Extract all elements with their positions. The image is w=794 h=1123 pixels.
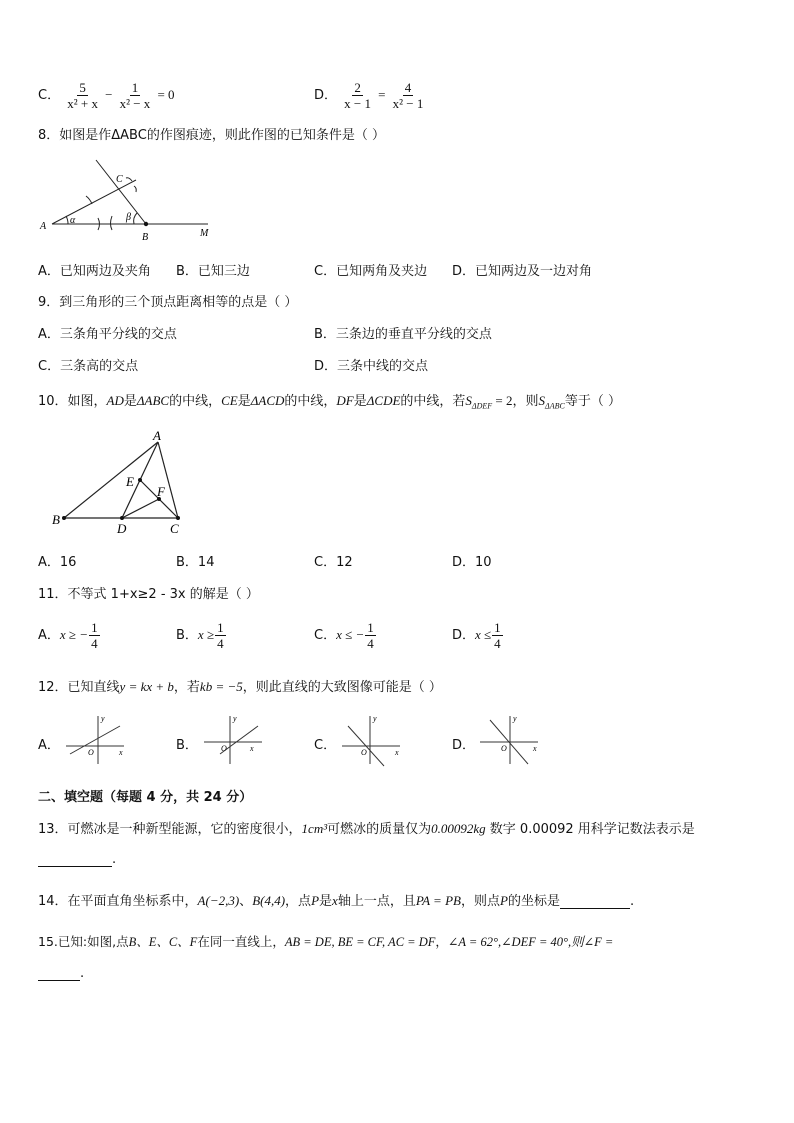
label-f: F: [157, 484, 165, 499]
stem-text: 的中线，若: [400, 394, 466, 409]
angle-beta-arc: [134, 213, 137, 224]
stem-text: ，则点: [460, 894, 500, 909]
fraction: [391, 80, 426, 111]
point-b: [62, 516, 66, 520]
math: S: [538, 393, 546, 408]
minus-sign: −: [105, 87, 113, 102]
fraction: [89, 620, 100, 651]
q9-stem: 9．到三角形的三个顶点距离相等的点是（ ）: [38, 295, 298, 310]
q12-stem: [38, 676, 442, 695]
label-a: A: [153, 428, 161, 443]
side-ac: [52, 180, 136, 224]
origin-label: O: [361, 748, 367, 757]
label-beta: β: [126, 212, 131, 223]
point-d: [120, 516, 124, 520]
q7-option-d: [314, 80, 426, 111]
fraction: [342, 80, 373, 111]
median-df: [122, 499, 159, 518]
stem-text: 的坐标是: [507, 894, 560, 909]
q14-stem: [38, 890, 634, 909]
math: ΔCDE: [366, 393, 401, 408]
q15-answer-line: [38, 966, 84, 981]
side-bc: [96, 160, 146, 224]
answer-blank[interactable]: [38, 966, 80, 981]
line-graph: [70, 726, 120, 754]
q12-graph-d: [478, 712, 542, 768]
q13-answer-line: [38, 852, 116, 867]
stem-text: 是: [319, 894, 333, 909]
math-subscript: ΔABC: [545, 401, 565, 411]
numerator: 1: [91, 620, 98, 635]
stem-text: 15.已知:如图,点: [38, 934, 129, 949]
math: AB = DE, BE = CF, AC = DF: [284, 935, 436, 949]
numerator: 1: [131, 80, 139, 95]
side-ac: [158, 442, 178, 518]
axis-label-y: y: [233, 714, 237, 723]
math: kb = −5: [199, 679, 243, 694]
math: B(4,4): [252, 893, 286, 908]
math: = 2: [492, 393, 513, 408]
q8-option-d: D．已知两边及一边对角: [452, 264, 593, 279]
stem-text: 是: [237, 394, 251, 409]
axis-label-y: y: [373, 714, 377, 723]
point-e: [138, 478, 142, 482]
q10-figure: [50, 428, 190, 538]
math: x ≥: [197, 627, 215, 642]
math: x ≤: [475, 627, 492, 642]
math: P: [311, 893, 320, 908]
fraction: [118, 80, 153, 111]
math: PA = PB: [415, 893, 461, 908]
label-c: C: [116, 174, 123, 185]
stem-text: 可燃冰的质量仅为: [327, 822, 432, 837]
q13-stem: [38, 818, 695, 837]
axis-label-x: x: [533, 744, 537, 753]
math: ,则∠F =: [568, 935, 614, 949]
q8-option-a: A．已知两边及夹角: [38, 264, 151, 279]
stem-text: 的中线，: [284, 394, 337, 409]
math: AD: [106, 393, 124, 408]
arc-mark: [111, 216, 113, 230]
label-d: D: [117, 521, 127, 536]
numerator: 1: [367, 620, 374, 635]
equation-rhs: = 0: [157, 87, 175, 102]
option-label: A．: [38, 628, 60, 643]
math: ∠A = 62°,∠DEF = 40°: [447, 935, 569, 949]
math: CE: [221, 393, 238, 408]
numerator: 1: [494, 620, 501, 635]
q12-graph-a: [64, 712, 128, 768]
axis-label-y: y: [101, 714, 105, 723]
option-label: C．: [314, 628, 337, 643]
numerator: 2: [354, 80, 361, 95]
label-b: B: [52, 512, 60, 527]
q12-option-d-label: D．: [452, 738, 476, 753]
stem-text: 等于（ ）: [564, 394, 621, 409]
stem-text: 、: [239, 894, 253, 909]
stem-text: 轴上一点，且: [337, 894, 416, 909]
origin-label: O: [501, 744, 507, 753]
arc-mark: [86, 196, 92, 204]
math: x: [332, 893, 338, 908]
numerator: 1: [217, 620, 224, 635]
q11-stem: 11．不等式 1+x≥2 - 3x 的解是（ ）: [38, 587, 259, 602]
label-alpha: α: [70, 215, 76, 226]
math: y = kx + b: [119, 679, 174, 694]
equals-sign: =: [378, 87, 386, 102]
label-c: C: [170, 521, 179, 536]
label-a: A: [40, 221, 47, 232]
q8-option-c: C．已知两角及夹边: [314, 264, 428, 279]
point-c: [176, 516, 180, 520]
math: P: [499, 893, 508, 908]
denominator: 4: [367, 636, 374, 651]
math: DF: [336, 393, 354, 408]
stem-text: 的中线，: [169, 394, 222, 409]
stem-text: .: [629, 894, 635, 909]
math: x ≥ −: [59, 627, 89, 642]
q11-option-a: [38, 620, 101, 651]
origin-label: O: [88, 748, 94, 757]
stem-text: 是: [353, 394, 367, 409]
stem-text: 10．如图，: [38, 394, 107, 409]
math: S: [465, 393, 472, 408]
fraction: [215, 620, 226, 651]
denominator: x − 1: [344, 96, 371, 111]
q11-option-b: [176, 620, 227, 651]
q7-option-c: [38, 80, 175, 111]
q11-option-d: [452, 620, 504, 651]
q8-stem: 8．如图是作ΔABC的作图痕迹，则此作图的已知条件是（ ）: [38, 128, 385, 143]
math: 0.00092kg: [431, 821, 486, 836]
point-b: [144, 222, 148, 226]
stem-text: 是: [123, 394, 137, 409]
q9-option-d: D．三条中线的交点: [314, 359, 429, 374]
denominator: 4: [91, 636, 98, 651]
axis-label-x: x: [250, 744, 254, 753]
q9-option-c: C．三条高的交点: [38, 359, 139, 374]
stem-text: ，: [435, 934, 448, 949]
fraction: [492, 620, 503, 651]
section-header: 二、填空题（每题 4 分，共 24 分）: [38, 790, 253, 805]
label-b: B: [142, 232, 149, 243]
stem-text: ，则: [512, 394, 539, 409]
axis-label-x: x: [119, 748, 123, 757]
q10-option-a: A．16: [38, 555, 77, 570]
stem-text: 在同一直线上，: [197, 934, 285, 949]
option-label: C．: [38, 88, 61, 103]
answer-blank[interactable]: [560, 894, 630, 909]
numerator: 5: [79, 80, 86, 95]
q10-option-c: C．12: [314, 555, 353, 570]
label-e: E: [126, 474, 134, 489]
math: A(−2,3): [197, 893, 240, 908]
stem-text: 12．已知直线: [38, 680, 120, 695]
q12-option-a-label: A．: [38, 738, 60, 753]
stem-text: 14．在平面直角坐标系中，: [38, 894, 198, 909]
q8-option-b: B．已知三边: [176, 264, 250, 279]
q15-stem: [38, 932, 613, 950]
math: B、E、C、F: [128, 935, 198, 949]
stem-text: ，则此直线的大致图像可能是（ ）: [242, 680, 442, 695]
arc-mark: [134, 186, 136, 192]
stem-text: ，若: [173, 680, 200, 695]
q12-option-b-label: B．: [176, 738, 198, 753]
q10-option-b: B．14: [176, 555, 215, 570]
stem-text: 13．可燃冰是一种新型能源，它的密度很小，: [38, 822, 302, 837]
q9-option-b: B．三条边的垂直平分线的交点: [314, 327, 492, 342]
q12-option-c-label: C．: [314, 738, 337, 753]
fraction: [65, 80, 100, 111]
q12-graph-b: [202, 712, 266, 768]
origin-label: O: [221, 744, 227, 753]
denominator: x² + x: [67, 96, 98, 111]
denominator: x² − x: [119, 96, 151, 111]
stem-text: .: [112, 852, 117, 867]
answer-blank[interactable]: [38, 852, 112, 867]
angle-alpha-arc: [66, 216, 68, 224]
option-label: D．: [452, 628, 476, 643]
stem-text: .: [80, 966, 85, 981]
denominator: 4: [494, 636, 501, 651]
q12-graph-c: [340, 712, 404, 768]
q10-stem: [38, 390, 621, 411]
math: ΔABC: [136, 393, 170, 408]
denominator: x² − 1: [392, 96, 424, 111]
stem-text: 数字 0.00092 用科学记数法表示是: [485, 822, 695, 837]
q9-option-a: A．三条角平分线的交点: [38, 327, 177, 342]
arc-mark: [126, 178, 132, 181]
option-label: B．: [176, 628, 198, 643]
math: ΔACD: [250, 393, 285, 408]
axis-label-x: x: [395, 748, 399, 757]
axis-label-y: y: [513, 714, 517, 723]
q11-option-c: [314, 620, 377, 651]
label-m: M: [200, 228, 209, 239]
math-subscript: ΔDEF: [471, 401, 493, 411]
math: 1cm³: [301, 821, 328, 836]
numerator: 4: [404, 80, 412, 95]
q10-option-d: D．10: [452, 555, 492, 570]
denominator: 4: [217, 636, 224, 651]
option-label: D．: [314, 88, 338, 103]
q8-figure: [38, 152, 218, 244]
stem-text: ，点: [285, 894, 312, 909]
fraction: [365, 620, 376, 651]
math: x ≤ −: [336, 627, 365, 642]
